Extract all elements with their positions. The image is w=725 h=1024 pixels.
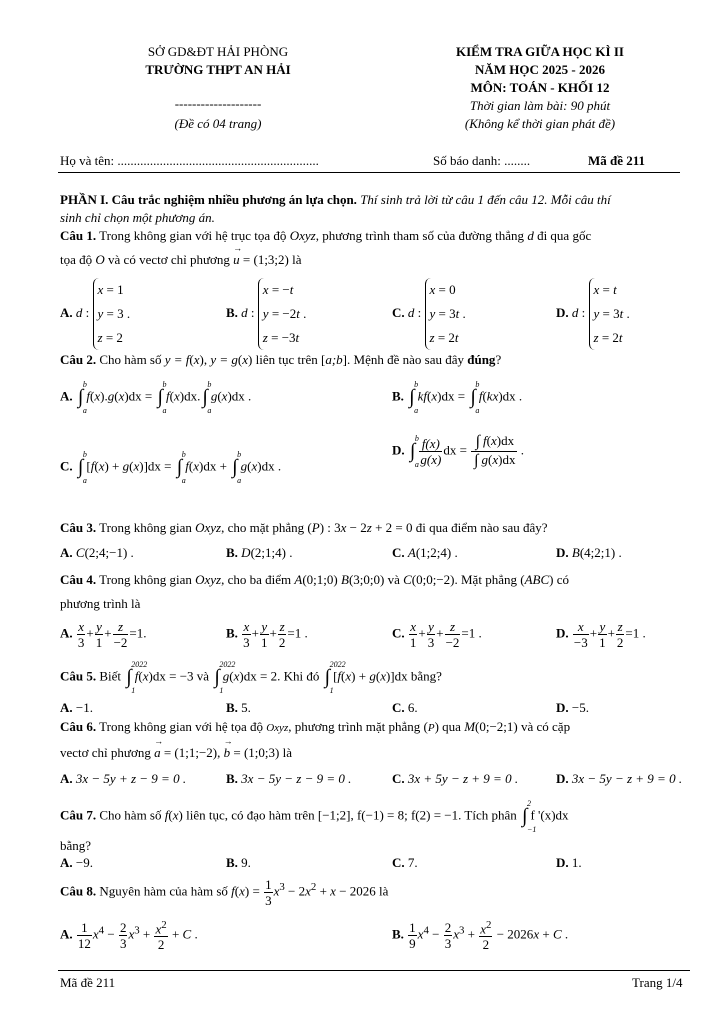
- q5-option-c[interactable]: C. 6.: [392, 700, 418, 715]
- q1-option-a[interactable]: A. d : x = 1 y = 3 . z = 2: [60, 278, 130, 350]
- q8-option-a[interactable]: A. $\frac{1}{12}$ $x^4$ − $\frac{2}{3}$ $x^3$ + $\frac{x^2}{2}$ + C .: [60, 919, 198, 953]
- q2-option-b[interactable]: B. ∫ b a kf(x)dx = ∫ b a f(kx)dx .: [392, 380, 523, 415]
- question-3: Câu 3. Trong không gian Oxyz, cho mặt phẳng (P) : 3x − 2z + 2 = 0 đi qua điểm nào sau đây?: [60, 520, 548, 535]
- q5-option-b[interactable]: B. 5.: [226, 700, 251, 715]
- q7-option-a[interactable]: A. −9.: [60, 855, 93, 870]
- q1-option-b[interactable]: B. d : x = −t y = −2t . z = −3t: [226, 278, 306, 350]
- pages-note: (Đề có 04 trang): [174, 116, 262, 131]
- q3-option-c[interactable]: C. A(1;2;4) .: [392, 545, 458, 560]
- q6-option-a[interactable]: A. 3x − 5y + z − 9 = 0 .: [60, 771, 187, 786]
- question-7-cont: bằng?: [60, 838, 92, 853]
- part1-title: PHẦN I. Câu trắc nghiệm nhiều phương án lựa chọn.: [60, 192, 357, 207]
- q5-option-a[interactable]: A. −1.: [60, 700, 93, 715]
- q4-option-d[interactable]: D. $\frac{x}{-3}$ + $\frac{y}{1}$ + $\frac{z}{2}$ =1 .: [556, 619, 646, 650]
- q7-option-d[interactable]: D. 1.: [556, 855, 582, 870]
- question-label: Câu 8.: [60, 883, 97, 899]
- q4-option-c[interactable]: C. $\frac{x}{1}$ + $\frac{y}{3}$ + $\frac{z}{-2}$ =1 .: [392, 619, 482, 650]
- question-label: Câu 7.: [60, 807, 97, 823]
- exam-title: KIỂM TRA GIỮA HỌC KÌ II: [456, 44, 624, 59]
- q2-option-d[interactable]: D. ∫ b a $\frac{f(x)}{g(x)}$ dx = $\frac{\int f(x)dx}{\int g(x)dx}$ .: [392, 433, 525, 470]
- question-label: Câu 3.: [60, 520, 97, 535]
- q3-option-d[interactable]: D. B(4;2;1) .: [556, 545, 622, 560]
- header-dashes: --------------------: [174, 96, 262, 111]
- question-label: Câu 5.: [60, 668, 97, 684]
- q6-option-b[interactable]: B. 3x − 5y − z − 9 = 0 .: [226, 771, 352, 786]
- q6-option-c[interactable]: C. 3x + 5y − z + 9 = 0 .: [392, 771, 519, 786]
- q7-option-c[interactable]: C. 7.: [392, 855, 418, 870]
- part1-instruction-cont: sinh chỉ chọn một phương án.: [60, 210, 215, 225]
- q3-option-b[interactable]: B. D(2;1;4) .: [226, 545, 293, 560]
- footer-exam-code: Mã đề 211: [60, 975, 116, 990]
- question-label: Câu 2.: [60, 352, 97, 367]
- question-1-cont: tọa độ O và có vectơ chỉ phương → u = (1;3;2) là: [60, 252, 302, 268]
- q4-option-b[interactable]: B. $\frac{x}{3}$ + $\frac{y}{1}$ + $\frac{z}{2}$ =1 .: [226, 619, 308, 650]
- school-name: TRƯỜNG THPT AN HẢI: [145, 62, 291, 77]
- question-8: Câu 8. Nguyên hàm của hàm số f(x) = $\frac{1}{3}$ $x^3 - 2x^2 + x - 2026$ là: [60, 877, 389, 908]
- part1-instruction: Thí sinh trả lời từ câu 1 đến câu 12. Mỗi câu thí: [360, 192, 611, 207]
- question-5: Câu 5. Biết ∫ 2022 1 f(x)dx = −3 và ∫ 2022 1 g(x)dx = 2. Khi đó ∫ 2022 1 [f(x) + g(x)]dx bằng?: [60, 660, 442, 695]
- question-label: Câu 1.: [60, 228, 97, 243]
- part1-heading: [60, 192, 611, 208]
- candidate-name-field: Họ và tên: ..............................................................: [60, 153, 319, 168]
- q1-option-d[interactable]: D. d : x = t y = 3t . z = 2t: [556, 278, 630, 350]
- exam-code: Mã đề 211: [588, 153, 646, 168]
- question-4-cont: phương trình là: [60, 596, 141, 611]
- school-year: NĂM HỌC 2025 - 2026: [475, 62, 605, 77]
- header-divider: [58, 172, 680, 173]
- dept-name: SỞ GD&ĐT HẢI PHÒNG: [147, 44, 289, 59]
- q8-option-b[interactable]: B. $\frac{1}{9}$ $x^4$ − $\frac{2}{3}$ $x^3$ + $\frac{x^2}{2}$ − 2026x + C .: [392, 919, 569, 953]
- question-6: Câu 6. Trong không gian với hệ tọa độ Oxyz, phương trình mặt phẳng (P) qua M(0;−2;1) và có cặp: [60, 719, 571, 734]
- q3-option-a[interactable]: A. C(2;4;−1) .: [60, 545, 134, 560]
- question-label: Câu 4.: [60, 572, 97, 587]
- candidate-id-field: Số báo danh: ........: [433, 153, 531, 168]
- subject: MÔN: TOÁN - KHỐI 12: [470, 80, 610, 95]
- question-7: Câu 7. Cho hàm số f(x) liên tục, có đạo hàm trên [−1;2], f(−1) = 8; f(2) = −1. Tích phân ∫ 2 −1 f '(x)dx: [60, 799, 569, 834]
- question-2: Câu 2. Cho hàm số y = f(x), y = g(x) liên tục trên [a;b]. Mệnh đề nào sau đây đúng?: [60, 352, 502, 367]
- footer-page-number: Trang 1/4: [632, 975, 683, 990]
- q1-option-c[interactable]: C. d : x = 0 y = 3t . z = 2t: [392, 278, 466, 350]
- q5-option-d[interactable]: D. −5.: [556, 700, 589, 715]
- question-4: Câu 4. Trong không gian Oxyz, cho ba điểm A(0;1;0) B(3;0;0) và C(0;0;−2). Mặt phẳng (ABC) có: [60, 572, 569, 587]
- question-label: Câu 6.: [60, 719, 97, 734]
- q2-option-a[interactable]: A. ∫ b a f(x).g(x)dx = ∫ b a f(x)dx. ∫ b a g(x)dx .: [60, 380, 252, 415]
- exam-time: Thời gian làm bài: 90 phút: [469, 98, 611, 113]
- q4-option-a[interactable]: A. $\frac{x}{3}$ + $\frac{y}{1}$ + $\frac{z}{-2}$ =1.: [60, 619, 147, 650]
- q6-option-d[interactable]: D. 3x − 5y − z + 9 = 0 .: [556, 771, 683, 786]
- q7-option-b[interactable]: B. 9.: [226, 855, 251, 870]
- exam-time-note: (Không kể thời gian phát đề): [464, 116, 616, 131]
- question-6-cont: vectơ chỉ phương → a = (1;1;−2), → b = (1;0;3) là: [60, 745, 292, 761]
- footer-divider: [58, 970, 690, 971]
- question-1: Câu 1. Trong không gian với hệ trục tọa độ Oxyz, phương trình tham số của đường thẳng d đi qua gốc: [60, 228, 592, 243]
- q2-option-c[interactable]: C. ∫ b a [f(x) + g(x)]dx = ∫ b a f(x)dx + ∫ b a g(x)dx .: [60, 450, 282, 485]
